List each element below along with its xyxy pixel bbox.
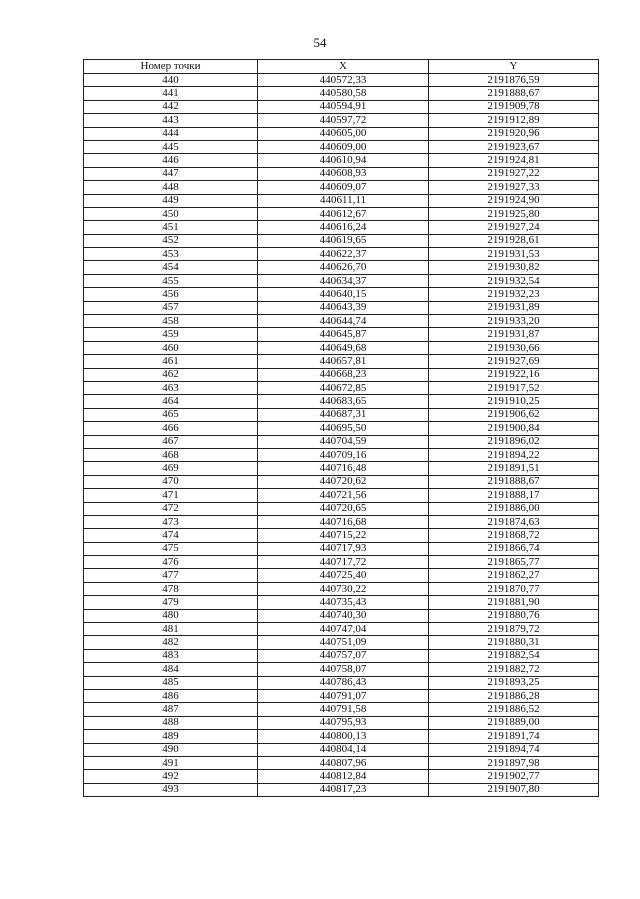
cell-x: 440735,43 (258, 596, 429, 609)
cell-point-number: 474 (84, 529, 258, 542)
cell-point-number: 481 (84, 623, 258, 636)
cell-x: 440645,87 (258, 328, 429, 341)
cell-point-number: 489 (84, 730, 258, 743)
cell-y: 2191894,74 (429, 743, 599, 756)
cell-point-number: 469 (84, 462, 258, 475)
table-row (84, 676, 599, 689)
table-row (84, 408, 599, 421)
cell-y: 2191910,25 (429, 395, 599, 408)
table-row (84, 502, 599, 515)
table-row (84, 181, 599, 194)
cell-y: 2191894,22 (429, 448, 599, 461)
cell-point-number: 472 (84, 502, 258, 515)
cell-x: 440730,22 (258, 582, 429, 595)
cell-point-number: 471 (84, 489, 258, 502)
cell-x: 440657,81 (258, 355, 429, 368)
cell-point-number: 464 (84, 395, 258, 408)
cell-point-number: 459 (84, 328, 258, 341)
cell-x: 440795,93 (258, 716, 429, 729)
table-row (84, 435, 599, 448)
cell-point-number: 441 (84, 87, 258, 100)
table-row (84, 475, 599, 488)
cell-y: 2191902,77 (429, 770, 599, 783)
cell-x: 440786,43 (258, 676, 429, 689)
cell-point-number: 484 (84, 663, 258, 676)
cell-y: 2191874,63 (429, 515, 599, 528)
cell-x: 440612,67 (258, 207, 429, 220)
cell-y: 2191927,69 (429, 355, 599, 368)
table-row (84, 609, 599, 622)
table-header-row (84, 60, 599, 74)
table-row (84, 623, 599, 636)
cell-x: 440640,15 (258, 288, 429, 301)
cell-y: 2191927,24 (429, 221, 599, 234)
cell-point-number: 452 (84, 234, 258, 247)
cell-y: 2191931,89 (429, 301, 599, 314)
cell-point-number: 467 (84, 435, 258, 448)
table-row (84, 462, 599, 475)
cell-point-number: 475 (84, 542, 258, 555)
cell-x: 440817,23 (258, 783, 429, 796)
cell-point-number: 462 (84, 368, 258, 381)
cell-y: 2191866,74 (429, 542, 599, 555)
table-row (84, 381, 599, 394)
cell-x: 440757,07 (258, 649, 429, 662)
table-row (84, 689, 599, 702)
cell-point-number: 450 (84, 207, 258, 220)
cell-x: 440758,07 (258, 663, 429, 676)
cell-point-number: 444 (84, 127, 258, 140)
cell-point-number: 483 (84, 649, 258, 662)
cell-x: 440626,70 (258, 261, 429, 274)
cell-y: 2191923,67 (429, 140, 599, 153)
cell-point-number: 449 (84, 194, 258, 207)
cell-x: 440791,58 (258, 703, 429, 716)
table-row (84, 368, 599, 381)
table-body (84, 74, 599, 797)
cell-y: 2191870,77 (429, 582, 599, 595)
cell-x: 440634,37 (258, 274, 429, 287)
cell-point-number: 480 (84, 609, 258, 622)
cell-x: 440747,04 (258, 623, 429, 636)
cell-y: 2191886,52 (429, 703, 599, 716)
cell-y: 2191886,28 (429, 689, 599, 702)
cell-point-number: 485 (84, 676, 258, 689)
cell-y: 2191868,72 (429, 529, 599, 542)
table-row (84, 422, 599, 435)
cell-y: 2191932,54 (429, 274, 599, 287)
cell-point-number: 493 (84, 783, 258, 796)
cell-x: 440608,93 (258, 167, 429, 180)
table-row (84, 515, 599, 528)
cell-x: 440804,14 (258, 743, 429, 756)
cell-point-number: 468 (84, 448, 258, 461)
cell-y: 2191891,74 (429, 730, 599, 743)
table-row (84, 87, 599, 100)
table-row (84, 194, 599, 207)
cell-y: 2191928,61 (429, 234, 599, 247)
cell-x: 440609,00 (258, 140, 429, 153)
cell-y: 2191886,00 (429, 502, 599, 515)
table-row (84, 301, 599, 314)
table-row (84, 74, 599, 87)
cell-x: 440717,93 (258, 542, 429, 555)
table-row (84, 770, 599, 783)
cell-point-number: 457 (84, 301, 258, 314)
cell-y: 2191889,00 (429, 716, 599, 729)
table-row (84, 274, 599, 287)
cell-point-number: 453 (84, 248, 258, 261)
cell-y: 2191930,66 (429, 341, 599, 354)
cell-x: 440609,07 (258, 181, 429, 194)
coordinates-table (83, 59, 599, 797)
cell-y: 2191933,20 (429, 315, 599, 328)
cell-x: 440740,30 (258, 609, 429, 622)
cell-y: 2191931,87 (429, 328, 599, 341)
cell-x: 440807,96 (258, 756, 429, 769)
cell-y: 2191876,59 (429, 74, 599, 87)
cell-point-number: 479 (84, 596, 258, 609)
cell-point-number: 458 (84, 315, 258, 328)
table-row (84, 489, 599, 502)
page-number: 54 (313, 35, 327, 50)
cell-x: 440721,56 (258, 489, 429, 502)
cell-x: 440643,39 (258, 301, 429, 314)
cell-point-number: 456 (84, 288, 258, 301)
cell-y: 2191865,77 (429, 556, 599, 569)
table-row (84, 542, 599, 555)
cell-point-number: 443 (84, 114, 258, 127)
cell-x: 440717,72 (258, 556, 429, 569)
cell-x: 440720,65 (258, 502, 429, 515)
cell-x: 440800,13 (258, 730, 429, 743)
cell-x: 440644,74 (258, 315, 429, 328)
table-row (84, 582, 599, 595)
cell-point-number: 478 (84, 582, 258, 595)
cell-x: 440616,24 (258, 221, 429, 234)
table-row (84, 315, 599, 328)
cell-point-number: 446 (84, 154, 258, 167)
cell-x: 440683,65 (258, 395, 429, 408)
cell-x: 440687,31 (258, 408, 429, 421)
cell-y: 2191893,25 (429, 676, 599, 689)
table-row (84, 140, 599, 153)
table-row (84, 127, 599, 140)
cell-point-number: 470 (84, 475, 258, 488)
table-row (84, 221, 599, 234)
cell-x: 440649,68 (258, 341, 429, 354)
cell-y: 2191862,27 (429, 569, 599, 582)
cell-x: 440611,11 (258, 194, 429, 207)
cell-y: 2191897,98 (429, 756, 599, 769)
cell-point-number: 476 (84, 556, 258, 569)
cell-x: 440610,94 (258, 154, 429, 167)
table-row (84, 569, 599, 582)
table-row (84, 663, 599, 676)
cell-y: 2191930,82 (429, 261, 599, 274)
cell-x: 440668,23 (258, 368, 429, 381)
cell-point-number: 477 (84, 569, 258, 582)
cell-point-number: 463 (84, 381, 258, 394)
cell-x: 440580,58 (258, 87, 429, 100)
table-row (84, 756, 599, 769)
cell-point-number: 454 (84, 261, 258, 274)
cell-point-number: 473 (84, 515, 258, 528)
cell-point-number: 460 (84, 341, 258, 354)
cell-point-number: 448 (84, 181, 258, 194)
table-row (84, 596, 599, 609)
cell-y: 2191888,17 (429, 489, 599, 502)
cell-point-number: 442 (84, 100, 258, 113)
cell-y: 2191925,80 (429, 207, 599, 220)
cell-x: 440751,09 (258, 636, 429, 649)
cell-y: 2191917,52 (429, 381, 599, 394)
cell-y: 2191880,76 (429, 609, 599, 622)
cell-x: 440704,59 (258, 435, 429, 448)
cell-point-number: 490 (84, 743, 258, 756)
header-y: Y (429, 60, 599, 74)
cell-x: 440594,91 (258, 100, 429, 113)
cell-x: 440812,84 (258, 770, 429, 783)
cell-point-number: 465 (84, 408, 258, 421)
cell-y: 2191879,72 (429, 623, 599, 636)
table-row (84, 716, 599, 729)
cell-point-number: 445 (84, 140, 258, 153)
table-row (84, 743, 599, 756)
cell-point-number: 491 (84, 756, 258, 769)
table-row (84, 154, 599, 167)
cell-point-number: 447 (84, 167, 258, 180)
cell-y: 2191909,78 (429, 100, 599, 113)
table-row (84, 248, 599, 261)
cell-y: 2191912,89 (429, 114, 599, 127)
table-row (84, 114, 599, 127)
table-row (84, 207, 599, 220)
table-row (84, 556, 599, 569)
cell-y: 2191881,90 (429, 596, 599, 609)
cell-x: 440572,33 (258, 74, 429, 87)
table-row (84, 261, 599, 274)
cell-point-number: 440 (84, 74, 258, 87)
cell-y: 2191882,72 (429, 663, 599, 676)
cell-y: 2191931,53 (429, 248, 599, 261)
cell-x: 440709,16 (258, 448, 429, 461)
cell-point-number: 455 (84, 274, 258, 287)
cell-y: 2191896,02 (429, 435, 599, 448)
header-point-number: Номер точки (84, 60, 258, 74)
cell-y: 2191927,22 (429, 167, 599, 180)
cell-x: 440619,65 (258, 234, 429, 247)
table-row (84, 529, 599, 542)
table-row (84, 730, 599, 743)
cell-point-number: 451 (84, 221, 258, 234)
cell-y: 2191891,51 (429, 462, 599, 475)
table-row (84, 395, 599, 408)
table-row (84, 448, 599, 461)
table-row (84, 636, 599, 649)
table-row (84, 328, 599, 341)
cell-y: 2191907,80 (429, 783, 599, 796)
cell-x: 440715,22 (258, 529, 429, 542)
cell-x: 440725,40 (258, 569, 429, 582)
table-row (84, 341, 599, 354)
cell-y: 2191900,84 (429, 422, 599, 435)
cell-y: 2191927,33 (429, 181, 599, 194)
cell-y: 2191888,67 (429, 87, 599, 100)
table-row (84, 783, 599, 796)
cell-y: 2191924,90 (429, 194, 599, 207)
cell-y: 2191880,31 (429, 636, 599, 649)
cell-x: 440791,07 (258, 689, 429, 702)
cell-x: 440716,68 (258, 515, 429, 528)
cell-y: 2191924,81 (429, 154, 599, 167)
cell-y: 2191906,62 (429, 408, 599, 421)
table-row (84, 703, 599, 716)
cell-x: 440695,50 (258, 422, 429, 435)
table-row (84, 100, 599, 113)
table-row (84, 649, 599, 662)
cell-point-number: 486 (84, 689, 258, 702)
cell-x: 440720,62 (258, 475, 429, 488)
header-x: X (258, 60, 429, 74)
cell-y: 2191932,23 (429, 288, 599, 301)
cell-x: 440716,48 (258, 462, 429, 475)
cell-x: 440597,72 (258, 114, 429, 127)
cell-point-number: 466 (84, 422, 258, 435)
cell-x: 440622,37 (258, 248, 429, 261)
cell-y: 2191888,67 (429, 475, 599, 488)
cell-point-number: 488 (84, 716, 258, 729)
cell-y: 2191922,16 (429, 368, 599, 381)
table-row (84, 288, 599, 301)
cell-y: 2191920,96 (429, 127, 599, 140)
cell-point-number: 492 (84, 770, 258, 783)
cell-y: 2191882,54 (429, 649, 599, 662)
table-row (84, 167, 599, 180)
cell-point-number: 461 (84, 355, 258, 368)
table-row (84, 234, 599, 247)
cell-x: 440605,00 (258, 127, 429, 140)
cell-x: 440672,85 (258, 381, 429, 394)
table-row (84, 355, 599, 368)
cell-point-number: 487 (84, 703, 258, 716)
cell-point-number: 482 (84, 636, 258, 649)
